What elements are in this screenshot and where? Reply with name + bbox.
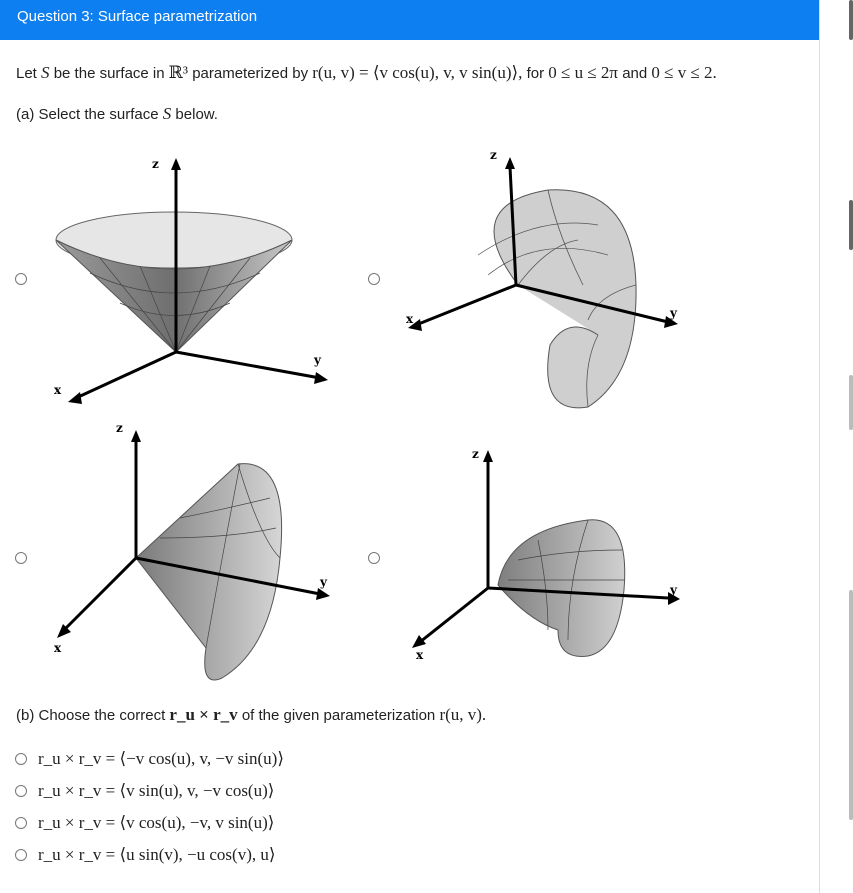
surface-option-3-radio[interactable]: [15, 552, 27, 564]
side-scroll-marker: [849, 200, 853, 250]
spiral-surface: [494, 190, 636, 408]
x-axis: [416, 285, 516, 325]
svg-text:x: x: [54, 641, 62, 655]
surface-option-1-plot: [40, 148, 340, 408]
y-axis: [176, 352, 320, 378]
cross-option-1[interactable]: r_u × r_v = ⟨−v cos(u), v, −v sin(u)⟩: [15, 748, 284, 770]
surface-option-1-radio[interactable]: [15, 273, 27, 285]
cross-option-4[interactable]: r_u × r_v = ⟨u sin(v), −u cos(v), u⟩: [15, 844, 276, 866]
r-definition: r(u, v) = ⟨v cos(u), v, v sin(u)⟩,: [312, 63, 523, 82]
svg-text:z: z: [472, 447, 479, 461]
question-title: Question 3: Surface parametrization: [17, 8, 258, 25]
question-header: [0, 0, 819, 40]
svg-text:y: y: [670, 306, 677, 320]
cross-option-2-radio[interactable]: [15, 785, 27, 797]
part-b-prompt: (b) Choose the correct r_u × r_v of the given parameterization r(u, v).: [16, 705, 487, 724]
svg-text:y: y: [320, 575, 327, 589]
surface-option-4-plot: [398, 440, 698, 665]
surface-option-4-radio[interactable]: [368, 552, 380, 564]
cross-option-2[interactable]: r_u × r_v = ⟨v sin(u), v, −v cos(u)⟩: [15, 780, 274, 802]
cross-option-3[interactable]: r_u × r_v = ⟨v cos(u), −v, v sin(u)⟩: [15, 812, 274, 834]
side-scroll-marker: [849, 590, 853, 820]
svg-text:z: z: [152, 157, 159, 171]
svg-text:x: x: [406, 312, 414, 326]
x-axis: [64, 558, 136, 630]
x-axis: [76, 352, 176, 398]
cross-option-1-radio[interactable]: [15, 753, 27, 765]
svg-text:z: z: [116, 421, 123, 435]
cross-option-4-radio[interactable]: [15, 849, 27, 861]
svg-text:z: z: [490, 148, 497, 162]
x-axis: [420, 588, 488, 642]
surface-option-2-plot: [398, 145, 698, 415]
surface-option-2-radio[interactable]: [368, 273, 380, 285]
svg-text:y: y: [670, 583, 677, 597]
svg-text:x: x: [54, 383, 62, 397]
svg-text:y: y: [314, 353, 321, 367]
part-a-prompt: (a) Select the surface S below.: [16, 104, 218, 123]
side-scroll-marker: [849, 0, 853, 40]
side-scroll-marker: [849, 375, 853, 430]
problem-statement: Let S be the surface in ℝ³ parameterized by r(u, v) = ⟨v cos(u), v, v sin(u)⟩, for 0 ≤ u ≤ 2π and 0 ≤ v ≤ 2.: [16, 63, 717, 82]
cross-option-3-radio[interactable]: [15, 817, 27, 829]
surface-option-3-plot: [40, 418, 340, 698]
svg-text:x: x: [416, 648, 424, 662]
